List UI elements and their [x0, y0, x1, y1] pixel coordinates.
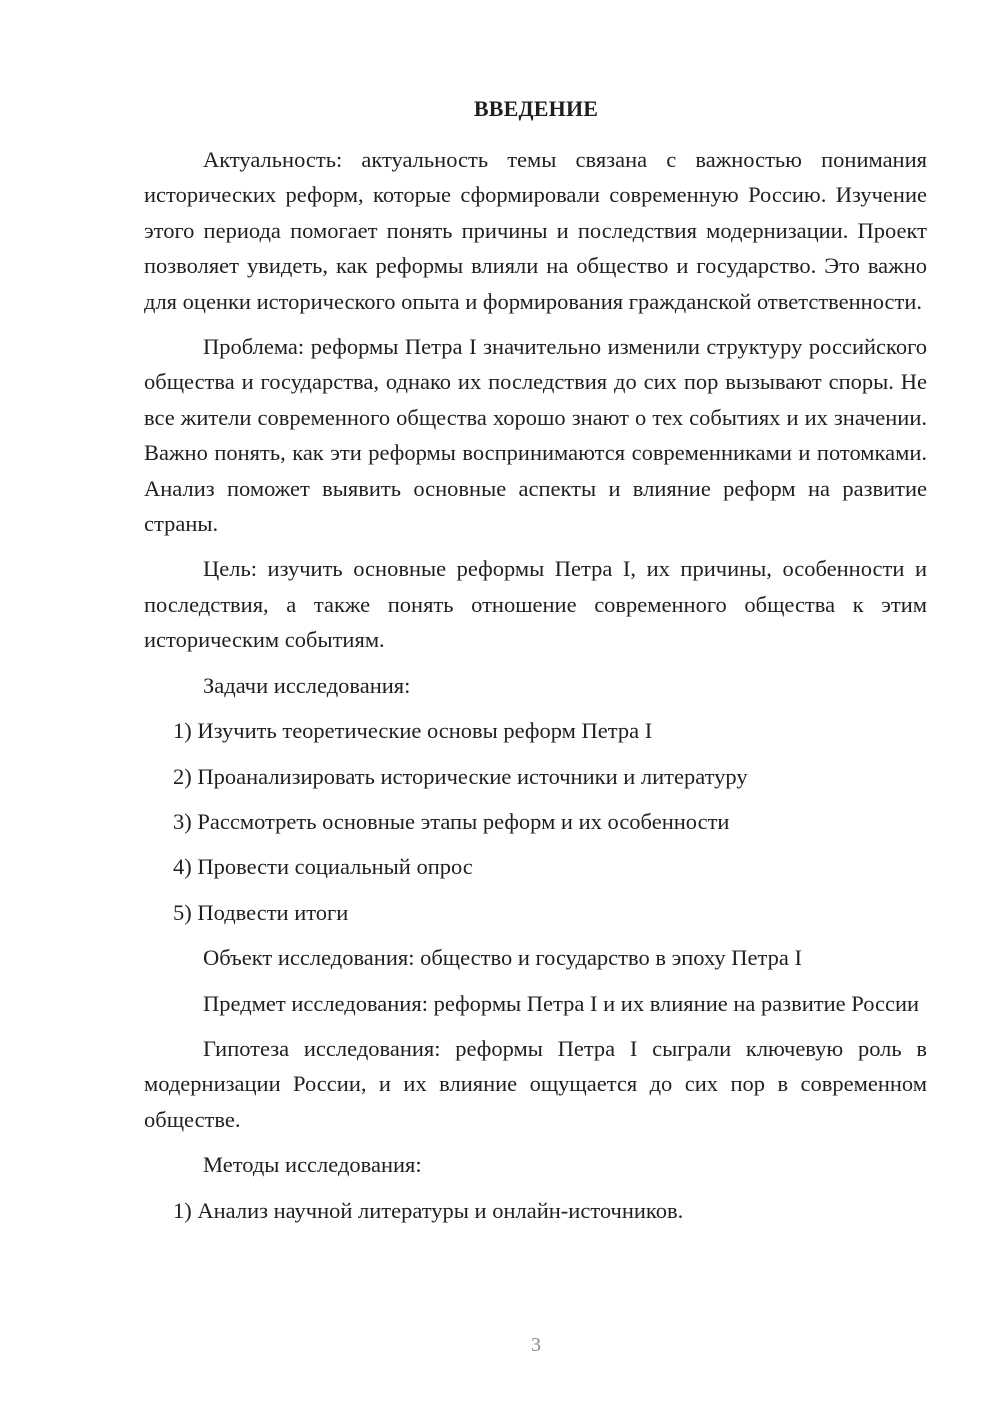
method-item: 1) Анализ научной литературы и онлайн-источников. — [173, 1197, 684, 1223]
page-number: 3 — [531, 1334, 541, 1356]
methods-heading: Методы исследования: — [203, 1152, 422, 1178]
task-item: 4) Провести социальный опрос — [173, 854, 473, 880]
document-body — [144, 142, 927, 1238]
methods-list — [144, 1193, 927, 1228]
page-title: ВВЕДЕНИЕ — [473, 96, 599, 121]
tasks-list — [144, 713, 927, 930]
tasks-heading: Задачи исследования: — [203, 672, 411, 698]
relevance-paragraph: Актуальность: актуальность темы связана с важностью понимания исторических реформ, которые сформировали современную Россию. Изучение этого периода помогает понять причины и последствия модернизации. Проект позволяет увидеть, как реформы влияли на общество и государство. Это важно для оценки исторического опыта и формирования гражданской ответственности. — [144, 147, 927, 314]
task-item: 2) Проанализировать исторические источники и литературу — [173, 763, 748, 789]
subject-paragraph: Предмет исследования: реформы Петра I и их влияние на развитие России — [203, 990, 920, 1016]
task-item: 5) Подвести итоги — [173, 899, 349, 925]
goal-paragraph: Цель: изучить основные реформы Петра I, их причины, особенности и последствия, а также понять отношение современного общества к этим историческим событиям. — [144, 556, 927, 653]
task-item: 3) Рассмотреть основные этапы реформ и их особенности — [173, 808, 730, 834]
hypothesis-paragraph: Гипотеза исследования: реформы Петра I сыграли ключевую роль в модернизации России, и их влияние ощущается до сих пор в современном обществе. — [144, 1035, 927, 1132]
object-paragraph: Объект исследования: общество и государство в эпоху Петра I — [203, 945, 802, 971]
problem-paragraph: Проблема: реформы Петра I значительно изменили структуру российского общества и государства, однако их последствия до сих пор вызывают споры. Не все жители современного общества хорошо знают о тех событиях и их значении. Важно понять, как эти реформы воспринимаются современниками и потомками. Анализ поможет выявить основные аспекты и влияние реформ на развитие страны. — [144, 334, 927, 537]
task-item: 1) Изучить теоретические основы реформ Петра I — [173, 718, 653, 744]
